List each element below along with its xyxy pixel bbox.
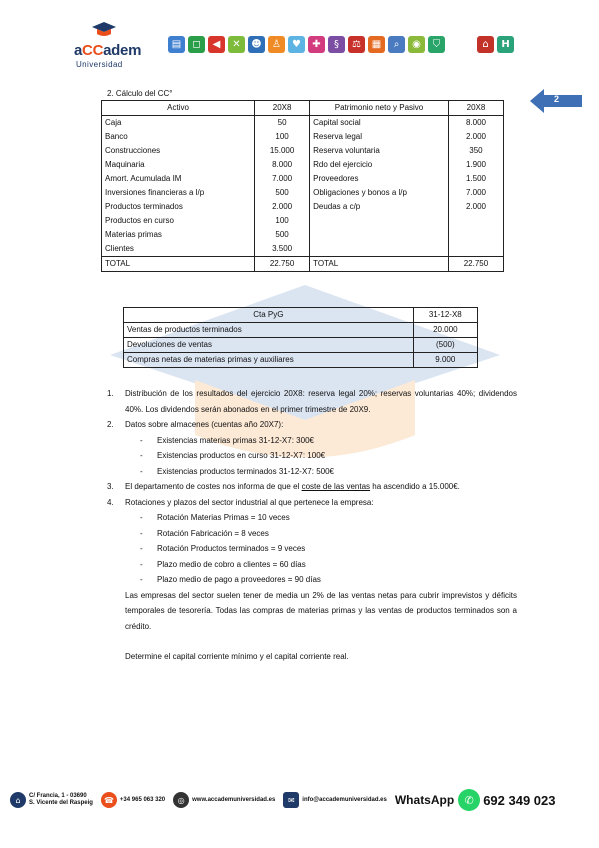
table-row: Amort. Acumulada IM 7.000 Proveedores 1.500	[102, 172, 504, 186]
logo-subtitle: Universidad	[76, 60, 123, 69]
table-row: Construcciones 15.000 Reserva voluntaria 350	[102, 144, 504, 158]
extra-icon-bar	[477, 36, 514, 53]
presentation-icon[interactable]: ◻	[188, 36, 205, 53]
list-item: 1. Distribución de los resultados del ejercicio 20X8: reserva legal 20%; reservas voluntarias 40%; dividendos 40%. Los dividendos serán abonados en el primer trimestre de 20X9.	[107, 389, 517, 414]
topic-icon-bar	[168, 36, 445, 53]
doctor-icon[interactable]: ✚	[308, 36, 325, 53]
table-row: Clientes 3.500	[102, 242, 504, 257]
table-header-row	[124, 308, 478, 323]
footer-web[interactable]: www.accademuniversidad.es	[192, 797, 276, 803]
table-row: Maquinaria 8.000 Rdo del ejercicio 1.900	[102, 158, 504, 172]
sub-list-item: - Plazo medio de pago a proveedores = 90 días	[140, 575, 321, 584]
dna-icon[interactable]: §	[328, 36, 345, 53]
table-row: Banco 100 Reserva legal 2.000	[102, 130, 504, 144]
header-date: 31-12-X8	[413, 308, 477, 323]
underlined-term: coste de las ventas	[301, 482, 371, 491]
exercise-content	[107, 386, 517, 665]
magnifier-icon[interactable]: ⌕	[388, 36, 405, 53]
home-icon: ⌂	[10, 792, 26, 808]
footer-address: C/ Francia, 1 - 03690 S. Vicente del Raspeig	[29, 793, 93, 806]
building-icon[interactable]: ⌂	[477, 36, 494, 53]
people-icon[interactable]: ☻	[248, 36, 265, 53]
shield-icon[interactable]: ⛉	[428, 36, 445, 53]
graduation-cap-icon	[92, 22, 116, 38]
table-row: Ventas de productos terminados 20.000	[124, 323, 478, 338]
list-item: 2. Datos sobre almacenes (cuentas año 20X7):	[107, 420, 284, 429]
table-total-row: TOTAL 22.750 TOTAL 22.750	[102, 257, 504, 272]
header-20x8-activo: 20X8	[255, 101, 310, 116]
logo-wordmark: aCCadem	[74, 42, 142, 59]
sub-list-item: - Plazo medio de cobro a clientes = 60 días	[140, 559, 306, 569]
tools-icon[interactable]: ✕	[228, 36, 245, 53]
balance-sheet-table	[101, 100, 504, 272]
email-icon: ✉	[283, 792, 299, 808]
chart-icon[interactable]: ▤	[168, 36, 185, 53]
brand-logo	[74, 22, 142, 72]
table-row: Compras netas de materias primas y auxiliares 9.000	[124, 353, 478, 368]
table-row: Devoluciones de ventas (500)	[124, 338, 478, 353]
header-pasivo: Patrimonio neto y Pasivo	[310, 101, 449, 116]
sub-list-item: - Existencias productos en curso 31-12-X7: 100€	[140, 451, 326, 460]
table-row: Caja 50 Capital social 8.000	[102, 116, 504, 131]
calculator-icon[interactable]: ▦	[368, 36, 385, 53]
footer-phone[interactable]: +34 965 063 320	[119, 797, 166, 803]
heart-icon[interactable]: ♥	[288, 36, 305, 53]
table-row: Materias primas 500	[102, 228, 504, 242]
sub-list-item: - Existencias materias primas 31-12-X7: 300€	[140, 435, 314, 445]
table-header-row	[102, 101, 504, 116]
h-icon[interactable]: H	[497, 36, 514, 53]
question: Determine el capital corriente mínimo y el capital corriente real.	[125, 652, 349, 661]
footer-email[interactable]: info@accademuniversidad.es	[302, 797, 387, 803]
section-title: 2. Cálculo del CC°	[107, 89, 173, 98]
list-item: 3. El departamento de costes nos informa de que el coste de las ventas ha ascendido a 15.000€.	[107, 482, 460, 491]
person-icon[interactable]: ♙	[268, 36, 285, 53]
globe-icon[interactable]: ◉	[408, 36, 425, 53]
header-activo: Activo	[102, 101, 255, 116]
table-row: Productos terminados 2.000 Deudas a c/p 2.000	[102, 200, 504, 214]
sub-list-item: - Existencias productos terminados 31-12-X7: 500€	[140, 466, 334, 476]
sub-list-item: - Rotación Fabricación = 8 veces	[140, 528, 269, 538]
paragraph: Las empresas del sector suelen tener de media un 2% de las ventas netas para cubrir imprevistos y déficits temporales de tesorería. Todas las compras de materias primas y las ventas de productos terminados son a crédito.	[125, 590, 517, 631]
pyg-table	[123, 307, 478, 368]
megaphone-icon[interactable]: ◀	[208, 36, 225, 53]
sub-list-item: - Rotación Productos terminados = 9 veces	[140, 544, 306, 553]
whatsapp-label: WhatsApp	[394, 793, 455, 807]
whatsapp-number[interactable]: 692 349 023	[483, 792, 556, 808]
header-cta-pyg: Cta PyG	[124, 308, 414, 323]
table-row: Inversiones financieras a l/p 500 Obligaciones y bonos a l/p 7.000	[102, 186, 504, 200]
header-20x8-pasivo: 20X8	[448, 101, 503, 116]
sub-list-item: - Rotación Materias Primas = 10 veces	[140, 513, 290, 522]
list-item: 4. Rotaciones y plazos del sector industrial al que pertenece la empresa:	[107, 497, 374, 507]
footer	[10, 788, 590, 812]
page-number: 2	[554, 94, 560, 104]
phone-icon: ☎	[101, 792, 117, 808]
page-number-arrow	[530, 88, 582, 114]
table-row: Productos en curso 100	[102, 214, 504, 228]
globe-icon: ◎	[173, 792, 189, 808]
whatsapp-icon[interactable]: ✆	[458, 789, 480, 811]
balance-icon[interactable]: ⚖	[348, 36, 365, 53]
